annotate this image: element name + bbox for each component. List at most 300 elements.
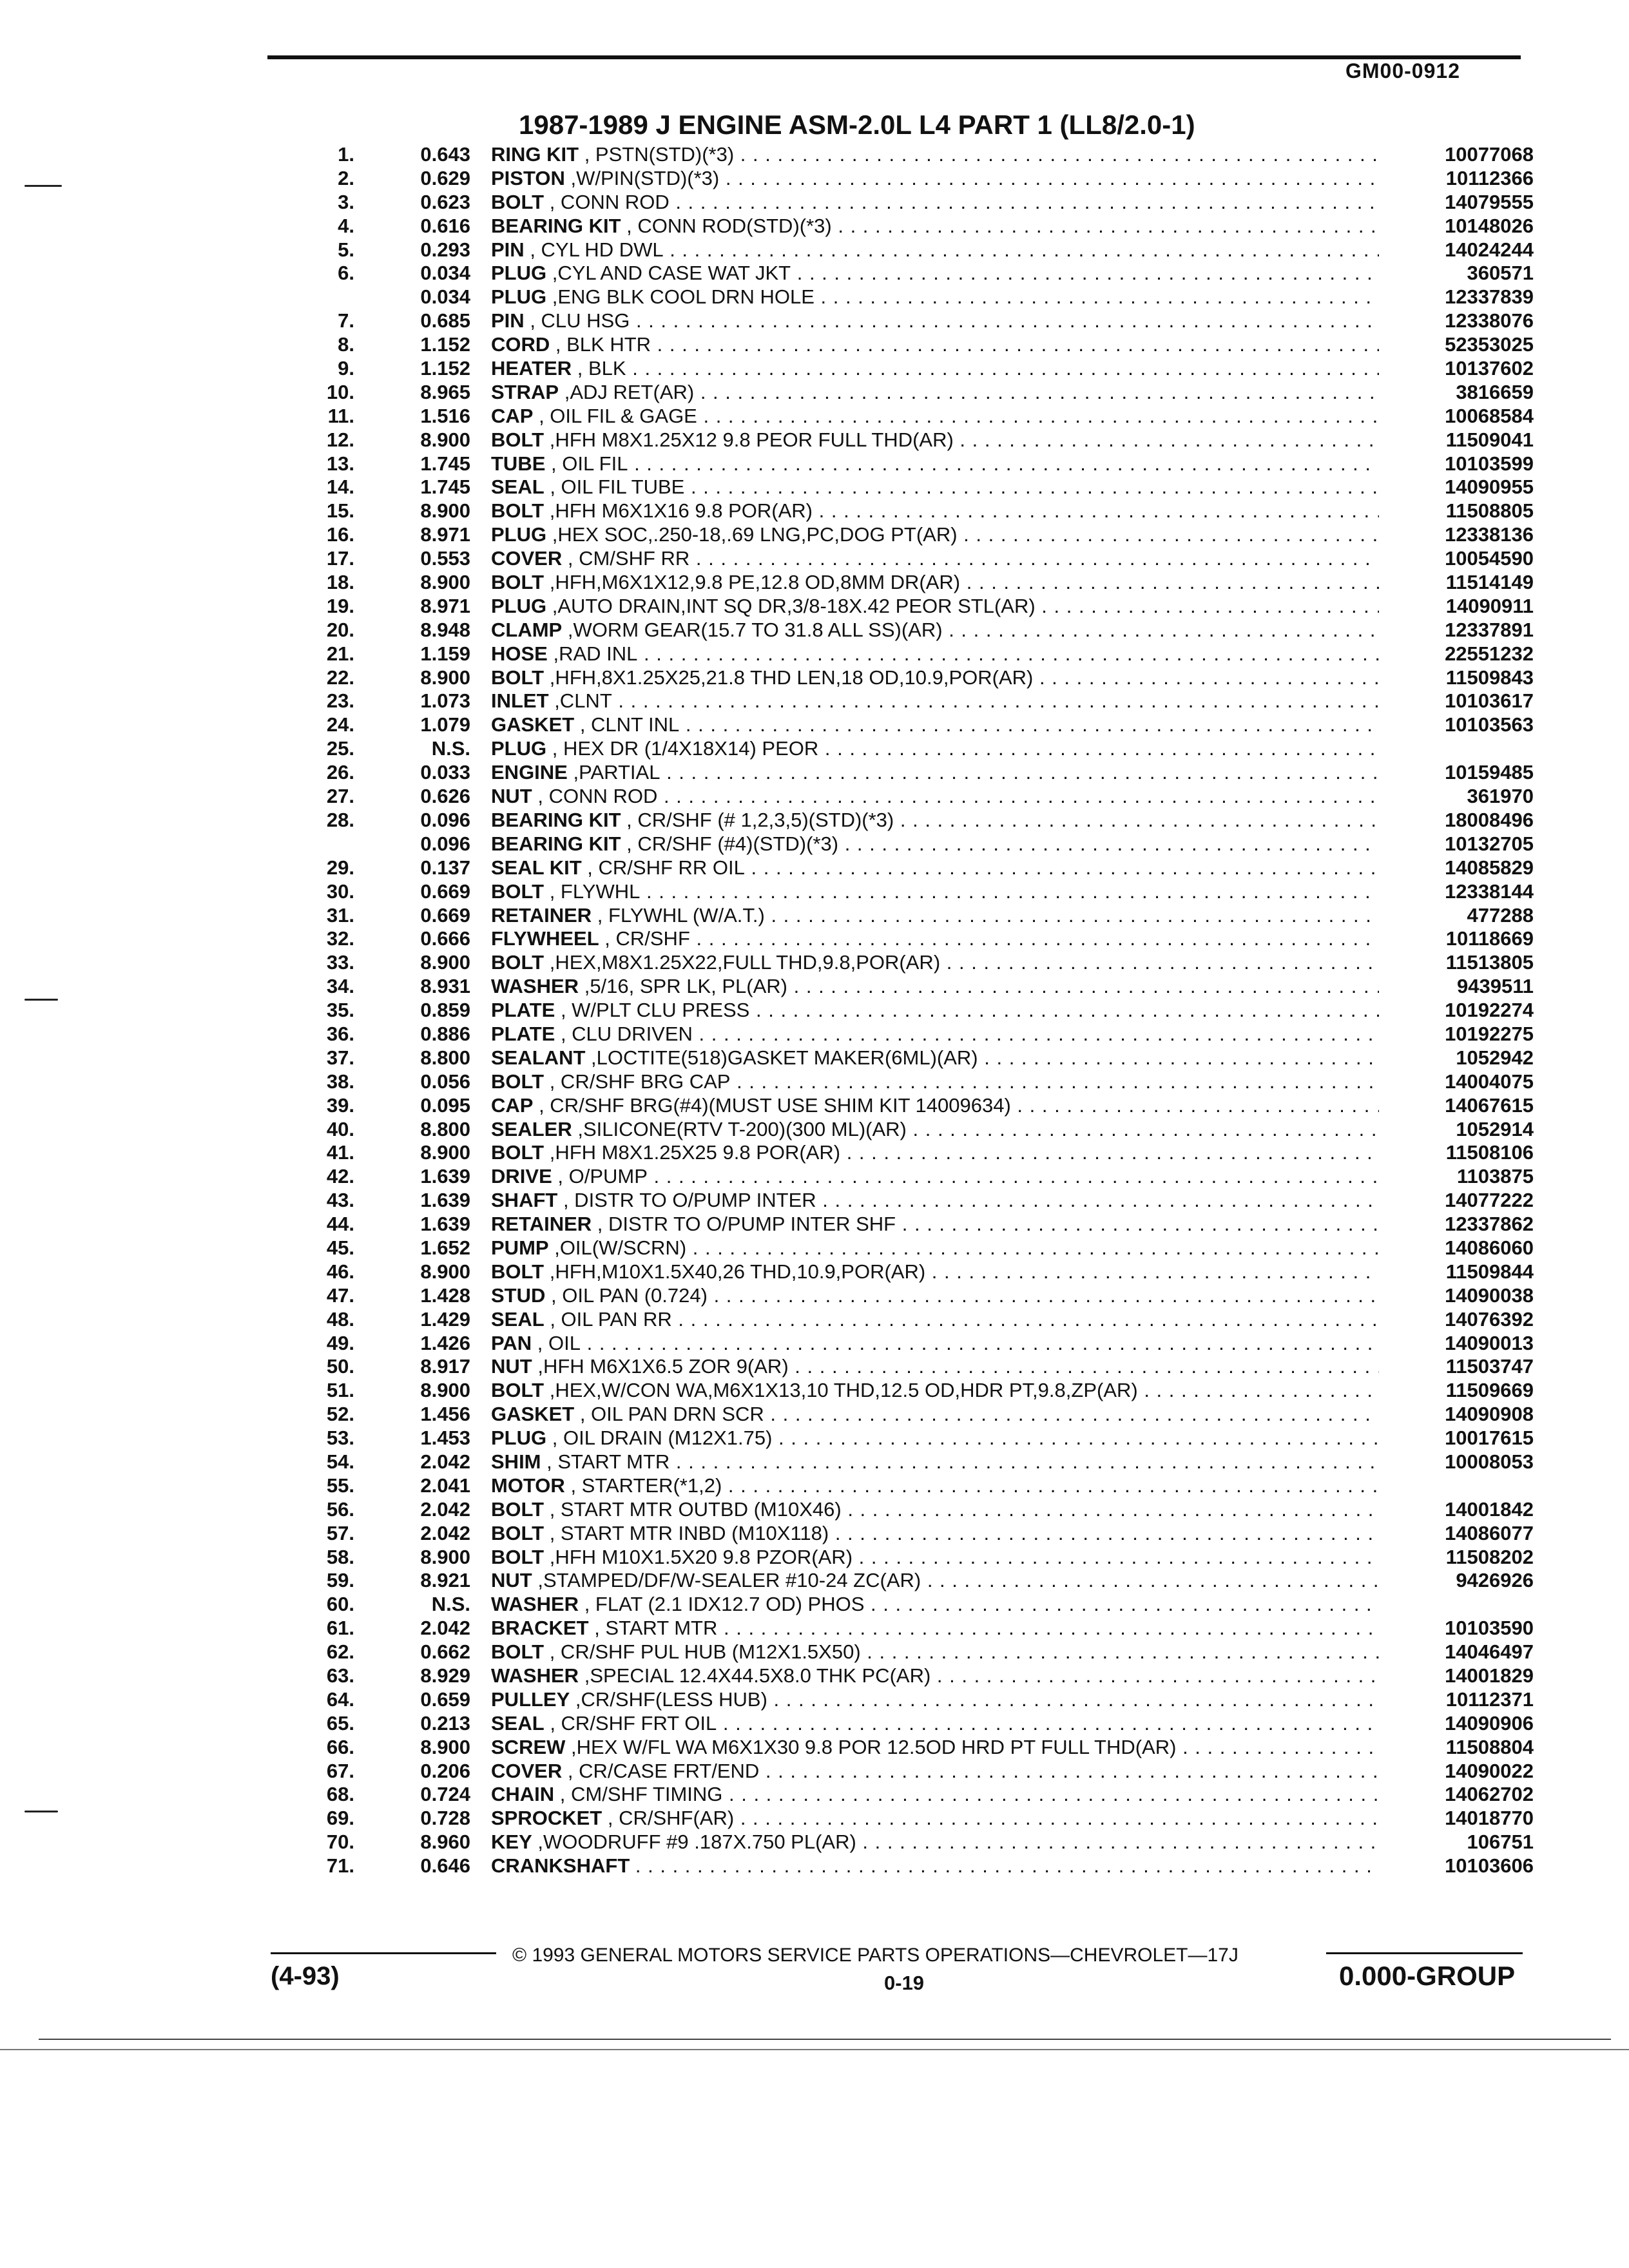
parts-row — [309, 1736, 1534, 1760]
part-description — [491, 761, 1379, 785]
item-number: 70. — [326, 1831, 354, 1854]
part-name: PLUG — [491, 523, 547, 546]
bottom-rule — [39, 2039, 1611, 2040]
revision-date: (4-93) — [271, 1962, 340, 1990]
part-name: SEAL KIT — [491, 856, 582, 879]
parts-row — [309, 476, 1534, 499]
part-detail: ,SILICONE(RTV T-200)(300 ML)(AR) — [577, 1117, 907, 1140]
part-number: 10192274 — [1445, 999, 1534, 1022]
part-number: 14085829 — [1445, 856, 1534, 879]
item-number: 20. — [326, 618, 354, 641]
part-name: PIN — [491, 309, 525, 332]
part-description — [491, 333, 1379, 357]
item-number: 31. — [326, 903, 354, 927]
part-description — [491, 880, 1379, 904]
part-description — [491, 571, 1379, 595]
part-detail: ,CLNT — [554, 689, 612, 713]
group-label: 0.000-GROUP — [1339, 1961, 1516, 1991]
part-name: HEATER — [491, 357, 572, 380]
group-number: 0.859 — [420, 999, 470, 1022]
part-detail: , CR/SHF PUL HUB (M12X1.5X50) — [549, 1640, 861, 1664]
part-detail: ,HFH M6X1X16 9.8 POR(AR) — [549, 499, 813, 523]
item-number: 66. — [326, 1735, 354, 1758]
parts-row — [309, 1189, 1534, 1213]
part-number: 3816659 — [1456, 380, 1534, 403]
part-number: 9439511 — [1457, 975, 1534, 998]
parts-row — [309, 167, 1534, 191]
part-number: 11509669 — [1445, 1379, 1534, 1402]
item-number: 24. — [326, 713, 354, 736]
item-number: 55. — [326, 1474, 354, 1497]
parts-row — [309, 1831, 1534, 1854]
part-detail: , CLU DRIVEN — [560, 1022, 693, 1045]
parts-row — [309, 1118, 1534, 1142]
part-description — [491, 1118, 1379, 1142]
group-number: 0.685 — [420, 309, 470, 332]
part-detail: , CM/SHF TIMING — [559, 1783, 723, 1806]
group-number: 2.042 — [420, 1521, 470, 1544]
part-detail: , CONN ROD — [537, 785, 658, 808]
part-name: BOLT — [491, 499, 545, 523]
group-number: 1.652 — [420, 1236, 470, 1259]
part-name: SEAL — [491, 1711, 545, 1735]
part-description — [491, 1522, 1379, 1546]
parts-row — [309, 1094, 1534, 1118]
group-number: 0.666 — [420, 927, 470, 950]
part-number: 10103563 — [1445, 713, 1534, 736]
part-name: PAN — [491, 1331, 532, 1354]
part-detail: ,HFH,8X1.25X25,21.8 THD LEN,18 OD,10.9,POR(AR) — [549, 666, 1034, 689]
part-detail: , CLU HSG — [530, 309, 630, 332]
part-description — [491, 428, 1379, 452]
part-number: 14090022 — [1445, 1759, 1534, 1782]
parts-row — [309, 1617, 1534, 1640]
part-name: BRACKET — [491, 1617, 589, 1640]
part-detail: , DISTR TO O/PUMP INTER SHF — [597, 1213, 896, 1236]
part-description — [491, 1070, 1379, 1094]
part-name: BOLT — [491, 1521, 545, 1544]
part-number: 14046497 — [1445, 1640, 1534, 1664]
group-number: 8.917 — [420, 1355, 470, 1378]
part-name: FLYWHEEL — [491, 927, 599, 950]
group-number: 0.206 — [420, 1759, 470, 1782]
part-description — [491, 357, 1379, 381]
part-detail: , CONN ROD(STD)(*3) — [626, 214, 832, 237]
item-number: 16. — [326, 523, 354, 546]
part-number: 360571 — [1467, 262, 1534, 285]
item-number: 15. — [326, 499, 354, 523]
item-number: 47. — [326, 1283, 354, 1307]
document-code: GM00-0912 — [1345, 59, 1460, 82]
parts-row — [309, 1569, 1534, 1593]
part-name: TUBE — [491, 452, 546, 475]
parts-row — [309, 1355, 1534, 1379]
group-number: N.S. — [431, 1593, 470, 1616]
item-number: 46. — [326, 1260, 354, 1283]
part-number: 11509843 — [1445, 666, 1534, 689]
bottom-rule-lower — [0, 2049, 1629, 2050]
item-number: 49. — [326, 1331, 354, 1354]
part-name: CAP — [491, 404, 534, 427]
item-number: 3. — [338, 190, 354, 213]
part-name: BOLT — [491, 1545, 545, 1568]
group-number: 8.931 — [420, 975, 470, 998]
group-number: 8.971 — [420, 523, 470, 546]
parts-row — [309, 904, 1534, 928]
item-number: 45. — [326, 1236, 354, 1259]
parts-row — [309, 619, 1534, 642]
group-number: 8.900 — [420, 428, 470, 451]
part-name: PLUG — [491, 594, 547, 617]
part-detail: , CR/SHF (# 1,2,3,5)(STD)(*3) — [626, 808, 894, 831]
part-detail: , CONN ROD — [549, 190, 670, 213]
binder-mark — [24, 185, 62, 187]
part-number: 22551232 — [1445, 642, 1534, 665]
part-name: PISTON — [491, 166, 565, 189]
part-description — [491, 1474, 1379, 1498]
item-number: 26. — [326, 761, 354, 784]
item-number: 43. — [326, 1189, 354, 1212]
part-detail: ,OIL(W/SCRN) — [554, 1236, 687, 1259]
group-number: 8.900 — [420, 1260, 470, 1283]
item-number: 19. — [326, 594, 354, 617]
part-name: BOLT — [491, 1141, 545, 1164]
part-name: BEARING KIT — [491, 832, 621, 855]
part-name: BEARING KIT — [491, 808, 621, 831]
part-name: PLUG — [491, 262, 547, 285]
group-number: 1.639 — [420, 1213, 470, 1236]
part-description — [491, 143, 1379, 167]
part-number: 10137602 — [1445, 357, 1534, 380]
parts-row — [309, 215, 1534, 238]
part-detail: , CR/SHF FRT OIL — [550, 1711, 717, 1735]
part-number: 10112371 — [1445, 1687, 1534, 1711]
part-number: 12337862 — [1445, 1213, 1534, 1236]
item-number: 58. — [326, 1545, 354, 1568]
group-number: 1.152 — [420, 333, 470, 356]
part-description — [491, 1450, 1379, 1474]
group-number: 0.662 — [420, 1640, 470, 1664]
group-number: 8.900 — [420, 1141, 470, 1164]
parts-row — [309, 1522, 1534, 1546]
binder-mark — [24, 999, 58, 1001]
part-description — [491, 1854, 1379, 1878]
group-number: 1.745 — [420, 452, 470, 475]
part-number: 12338144 — [1445, 879, 1534, 903]
group-number: 1.639 — [420, 1165, 470, 1188]
item-number: 23. — [326, 689, 354, 713]
item-number: 7. — [338, 309, 354, 332]
part-detail: , OIL — [537, 1331, 581, 1354]
part-name: NUT — [491, 785, 532, 808]
part-number: 10103617 — [1445, 689, 1534, 713]
part-description — [491, 238, 1379, 262]
parts-row — [309, 737, 1534, 761]
part-name: PLATE — [491, 1022, 555, 1045]
parts-row — [309, 1427, 1534, 1450]
part-detail: ,HFH,M6X1X12,9.8 PE,12.8 OD,8MM DR(AR) — [549, 571, 961, 594]
group-number: 0.626 — [420, 785, 470, 808]
group-number: 8.965 — [420, 380, 470, 403]
part-name: SEALER — [491, 1117, 572, 1140]
parts-row — [309, 1379, 1534, 1403]
part-number: 11513805 — [1445, 951, 1534, 974]
parts-row — [309, 452, 1534, 476]
page-title: 1987-1989 J ENGINE ASM-2.0L L4 PART 1 (LL8/2.0-1) — [519, 110, 1195, 140]
part-number: 477288 — [1467, 903, 1534, 927]
part-name: CHAIN — [491, 1783, 555, 1806]
part-description — [491, 904, 1379, 928]
part-detail: , PSTN(STD)(*3) — [584, 143, 735, 166]
part-description — [491, 832, 1379, 856]
part-number: 11508805 — [1445, 499, 1534, 523]
item-number: 54. — [326, 1450, 354, 1473]
parts-row — [309, 405, 1534, 428]
part-number: 10068584 — [1445, 404, 1534, 427]
part-detail: , CR/SHF BRG(#4)(MUST USE SHIM KIT 14009634) — [539, 1093, 1011, 1117]
part-detail: , OIL FIL TUBE — [550, 476, 685, 499]
part-detail: , CR/SHF (#4)(STD)(*3) — [626, 832, 839, 855]
part-name: BOLT — [491, 428, 545, 451]
part-detail: ,HEX W/FL WA M6X1X30 9.8 POR 12.5OD HRD PT FULL THD(AR) — [571, 1735, 1177, 1758]
part-number: 10103599 — [1445, 452, 1534, 475]
part-detail: ,RAD INL — [553, 642, 638, 665]
parts-row — [309, 1640, 1534, 1664]
group-number: 1.745 — [420, 476, 470, 499]
part-description — [491, 1736, 1379, 1760]
parts-list — [309, 143, 1534, 1878]
part-description — [491, 1141, 1379, 1165]
part-name: BOLT — [491, 1497, 545, 1521]
group-number: 0.724 — [420, 1783, 470, 1806]
part-detail: , CR/SHF RR OIL — [587, 856, 745, 879]
part-description — [491, 1783, 1379, 1807]
part-detail: , CYL HD DWL — [530, 238, 664, 261]
parts-row — [309, 666, 1534, 690]
group-number: 0.669 — [420, 879, 470, 903]
part-name: PLUG — [491, 737, 547, 760]
parts-row — [309, 832, 1534, 856]
part-name: BOLT — [491, 951, 545, 974]
part-name: SEALANT — [491, 1046, 586, 1069]
item-number: 40. — [326, 1117, 354, 1140]
group-number: 0.034 — [420, 262, 470, 285]
part-number: 52353025 — [1445, 333, 1534, 356]
part-name: BOLT — [491, 1070, 545, 1093]
part-description — [491, 1355, 1379, 1379]
part-description — [491, 1189, 1379, 1213]
part-name: CAP — [491, 1093, 534, 1117]
group-number: 0.669 — [420, 903, 470, 927]
group-number: 1.429 — [420, 1307, 470, 1331]
part-name: PIN — [491, 238, 525, 261]
part-detail: , O/PUMP — [557, 1165, 648, 1188]
part-number: 14090908 — [1445, 1403, 1534, 1426]
part-description — [491, 452, 1379, 476]
part-description — [491, 476, 1379, 499]
part-number: 11508804 — [1445, 1735, 1534, 1758]
item-number: 61. — [326, 1617, 354, 1640]
part-description — [491, 1760, 1379, 1783]
part-detail: ,HEX,W/CON WA,M6X1X13,10 THD,12.5 OD,HDR PT,9.8,ZP(AR) — [549, 1379, 1138, 1402]
group-number: 0.553 — [420, 547, 470, 570]
part-description — [491, 262, 1379, 285]
item-number: 63. — [326, 1664, 354, 1687]
item-number: 36. — [326, 1022, 354, 1045]
item-number: 67. — [326, 1759, 354, 1782]
part-detail: , OIL PAN RR — [550, 1307, 672, 1331]
part-number: 10132705 — [1445, 832, 1534, 855]
item-number: 65. — [326, 1711, 354, 1735]
group-number: 0.137 — [420, 856, 470, 879]
footer-rule-right — [1326, 1952, 1523, 1954]
part-name: GASKET — [491, 1403, 575, 1426]
part-description — [491, 1427, 1379, 1450]
part-description — [491, 309, 1379, 333]
part-detail: ,PARTIAL — [573, 761, 660, 784]
part-name: COVER — [491, 1759, 563, 1782]
part-description — [491, 951, 1379, 975]
part-detail: , FLYWHL — [549, 879, 641, 903]
group-number: 8.900 — [420, 951, 470, 974]
parts-row — [309, 285, 1534, 309]
part-number: 9426926 — [1456, 1569, 1534, 1592]
part-number: 10103590 — [1445, 1617, 1534, 1640]
part-number: 14086060 — [1445, 1236, 1534, 1259]
item-number: 68. — [326, 1783, 354, 1806]
part-detail: , START MTR INBD (M10X118) — [549, 1521, 829, 1544]
item-number: 51. — [326, 1379, 354, 1402]
part-name: RING KIT — [491, 143, 579, 166]
item-number: 29. — [326, 856, 354, 879]
part-number: 10103606 — [1445, 1854, 1534, 1878]
part-detail: , STARTER(*1,2) — [570, 1474, 722, 1497]
part-number: 14001829 — [1445, 1664, 1534, 1687]
part-description — [491, 1688, 1379, 1712]
item-number: 10. — [326, 380, 354, 403]
parts-row — [309, 238, 1534, 262]
item-number: 34. — [326, 975, 354, 998]
part-number: 14067615 — [1445, 1093, 1534, 1117]
item-number: 44. — [326, 1213, 354, 1236]
group-number: 0.616 — [420, 214, 470, 237]
parts-row — [309, 381, 1534, 405]
part-name: GASKET — [491, 713, 575, 736]
part-name: CLAMP — [491, 618, 563, 641]
part-name: PLUG — [491, 1427, 547, 1450]
part-detail: ,HFH,M10X1.5X40,26 THD,10.9,POR(AR) — [549, 1260, 926, 1283]
part-detail: , CR/SHF(AR) — [607, 1807, 735, 1830]
part-name: PLATE — [491, 999, 555, 1022]
part-description — [491, 499, 1379, 523]
part-description — [491, 1308, 1379, 1332]
part-description — [491, 856, 1379, 880]
group-number: 2.041 — [420, 1474, 470, 1497]
item-number: 13. — [326, 452, 354, 475]
part-description — [491, 1498, 1379, 1522]
part-detail: , CR/CASE FRT/END — [567, 1759, 760, 1782]
parts-row — [309, 927, 1534, 951]
part-detail: , START MTR — [546, 1450, 670, 1473]
part-number: 10054590 — [1445, 547, 1534, 570]
parts-row — [309, 880, 1534, 904]
part-name: BEARING KIT — [491, 214, 621, 237]
group-number: 1.079 — [420, 713, 470, 736]
group-number: 0.643 — [420, 143, 470, 166]
item-number: 5. — [338, 238, 354, 261]
parts-row — [309, 1141, 1534, 1165]
copyright-notice: © 1993 GENERAL MOTORS SERVICE PARTS OPERATIONS—CHEVROLET—17J — [512, 1945, 1239, 1966]
part-description — [491, 1593, 1379, 1617]
group-number: 1.159 — [420, 642, 470, 665]
part-name: WASHER — [491, 1593, 579, 1616]
part-detail: ,HFH M10X1.5X20 9.8 PZOR(AR) — [549, 1545, 853, 1568]
group-number: 1.456 — [420, 1403, 470, 1426]
part-number: 14090013 — [1445, 1331, 1534, 1354]
parts-row — [309, 1284, 1534, 1308]
parts-row — [309, 428, 1534, 452]
part-description — [491, 167, 1379, 191]
part-number: 10008053 — [1445, 1450, 1534, 1473]
item-number: 38. — [326, 1070, 354, 1093]
item-number: 32. — [326, 927, 354, 950]
parts-row — [309, 1046, 1534, 1070]
parts-row — [309, 1236, 1534, 1260]
part-description — [491, 1569, 1379, 1593]
top-rule — [267, 55, 1521, 59]
part-number: 14077222 — [1445, 1189, 1534, 1212]
item-number: 57. — [326, 1521, 354, 1544]
parts-row — [309, 1450, 1534, 1474]
part-name: BOLT — [491, 666, 545, 689]
parts-row — [309, 333, 1534, 357]
part-name: KEY — [491, 1831, 532, 1854]
group-number: 8.800 — [420, 1046, 470, 1069]
part-description — [491, 809, 1379, 832]
item-number: 35. — [326, 999, 354, 1022]
item-number: 62. — [326, 1640, 354, 1664]
part-number: 1103875 — [1457, 1165, 1534, 1188]
part-detail: , CR/SHF — [604, 927, 690, 950]
part-number: 14024244 — [1445, 238, 1534, 261]
part-name: PUMP — [491, 1236, 549, 1259]
part-detail: , START MTR — [594, 1617, 718, 1640]
part-number: 14062702 — [1445, 1783, 1534, 1806]
parts-row — [309, 1688, 1534, 1712]
parts-row — [309, 523, 1534, 547]
parts-row — [309, 1403, 1534, 1427]
parts-row — [309, 191, 1534, 215]
part-number: 14076392 — [1445, 1307, 1534, 1331]
part-detail: , OIL FIL — [551, 452, 628, 475]
part-description — [491, 619, 1379, 642]
group-number: 1.639 — [420, 1189, 470, 1212]
parts-row — [309, 1546, 1534, 1570]
part-number: 361970 — [1467, 785, 1534, 808]
part-detail: , CM/SHF RR — [567, 547, 690, 570]
part-detail: , OIL PAN DRN SCR — [579, 1403, 764, 1426]
item-number: 14. — [326, 476, 354, 499]
parts-row — [309, 642, 1534, 666]
part-name: SCREW — [491, 1735, 566, 1758]
group-number: 2.042 — [420, 1617, 470, 1640]
part-name: BOLT — [491, 571, 545, 594]
part-description — [491, 1403, 1379, 1427]
part-description — [491, 999, 1379, 1023]
part-name: BOLT — [491, 190, 545, 213]
group-number: 0.623 — [420, 190, 470, 213]
item-number: 39. — [326, 1093, 354, 1117]
